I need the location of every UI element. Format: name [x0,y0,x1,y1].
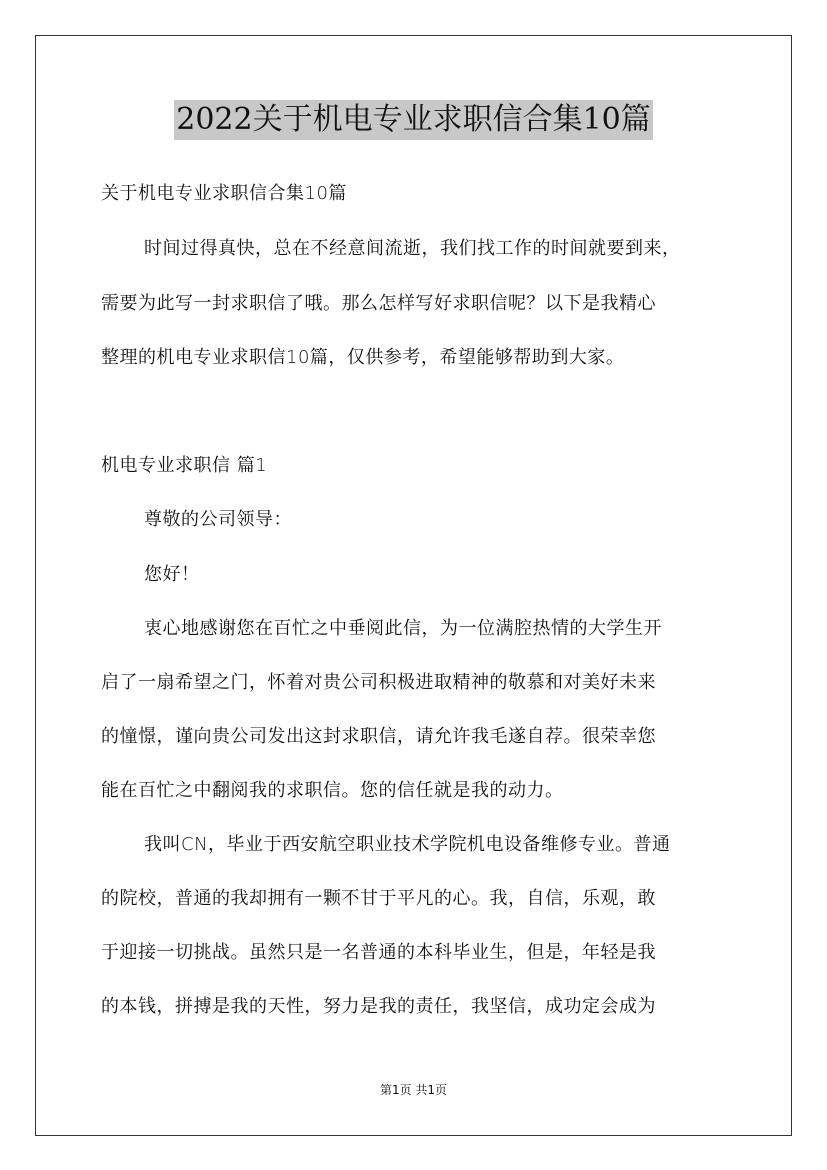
paragraph1-line-3: 的憧憬，谨向贵公司发出这封求职信，请允许我毛遂自荐。很荣幸您 [101,726,656,747]
paragraph2-line-1: 我叫CN，毕业于西安航空职业技术学院机电设备维修专业。普通 [144,834,671,855]
paragraph1-line-4: 能在百忙之中翻阅我的求职信。您的信任就是我的动力。 [101,780,564,801]
document-title: 2022关于机电专业求职信合集10篇 [174,100,653,140]
intro-line-2: 需要为此写一封求职信了哦。那么怎样写好求职信呢？以下是我精心 [101,293,656,314]
greeting: 您好！ [144,564,200,585]
section-heading: 机电专业求职信 篇1 [101,455,268,476]
intro-line-1: 时间过得真快，总在不经意间流逝，我们找工作的时间就要到来， [144,238,681,259]
intro-line-3: 整理的机电专业求职信10篇，仅供参考，希望能够帮助到大家。 [101,347,625,368]
document-subtitle: 关于机电专业求职信合集10篇 [101,183,347,204]
paragraph1-line-1: 衷心地感谢您在百忙之中垂阅此信，为一位满腔热情的大学生开 [144,618,662,639]
page-number: 第1页 共1页 [379,1083,448,1097]
salutation: 尊敬的公司领导： [144,509,292,530]
title-container [0,100,827,140]
paragraph2-line-2: 的院校，普通的我却拥有一颗不甘于平凡的心。我，自信，乐观，敢 [101,888,656,909]
paragraph1-line-2: 启了一扇希望之门，怀着对贵公司积极进取精神的敬慕和对美好未来 [101,672,656,693]
paragraph2-line-3: 于迎接一切挑战。虽然只是一名普通的本科毕业生，但是，年轻是我 [101,942,656,963]
paragraph2-line-4: 的本钱，拼搏是我的天性，努力是我的责任，我坚信，成功定会成为 [101,996,656,1017]
